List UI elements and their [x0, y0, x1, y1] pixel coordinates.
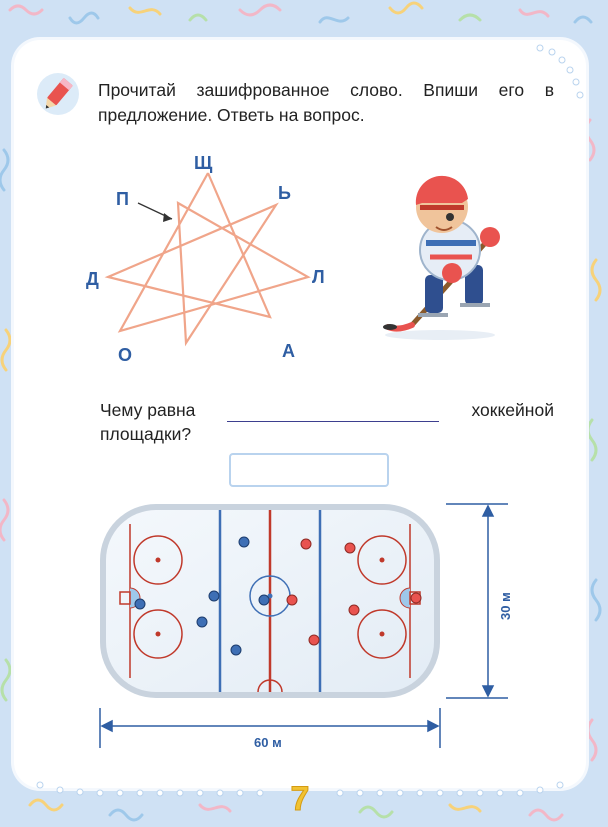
rink-width-label: 60 м — [254, 735, 282, 750]
puzzle-letter-4: А — [282, 341, 295, 361]
question-part-3: площадки? — [100, 424, 192, 444]
task-instruction: Прочитай зашифрованное слово. Впиши его в предложение. Ответь на вопрос. — [98, 80, 554, 125]
page-number: 7 — [290, 780, 310, 818]
question-block — [100, 398, 554, 446]
answer-box[interactable] — [229, 453, 389, 487]
direction-arrow — [138, 203, 172, 222]
question-part-1: Чему равна — [100, 400, 196, 420]
question-part-2: хоккейной — [471, 400, 554, 420]
encrypted-word-star — [80, 145, 340, 370]
hockey-player-illustration — [370, 165, 520, 345]
answer-line[interactable] — [227, 407, 439, 422]
rink-height-label: 30 м — [498, 592, 513, 620]
puzzle-letter-7: П — [116, 189, 129, 209]
puzzle-letter-2: Ь — [278, 183, 291, 203]
puzzle-letter-5: О — [118, 345, 133, 365]
puzzle-letter-1: Щ — [194, 153, 213, 173]
hockey-rink-diagram — [96, 500, 536, 755]
puzzle-letter-6: Д — [86, 269, 99, 289]
pencil-task-icon — [36, 72, 80, 116]
puzzle-letter-3: Л — [312, 267, 325, 287]
